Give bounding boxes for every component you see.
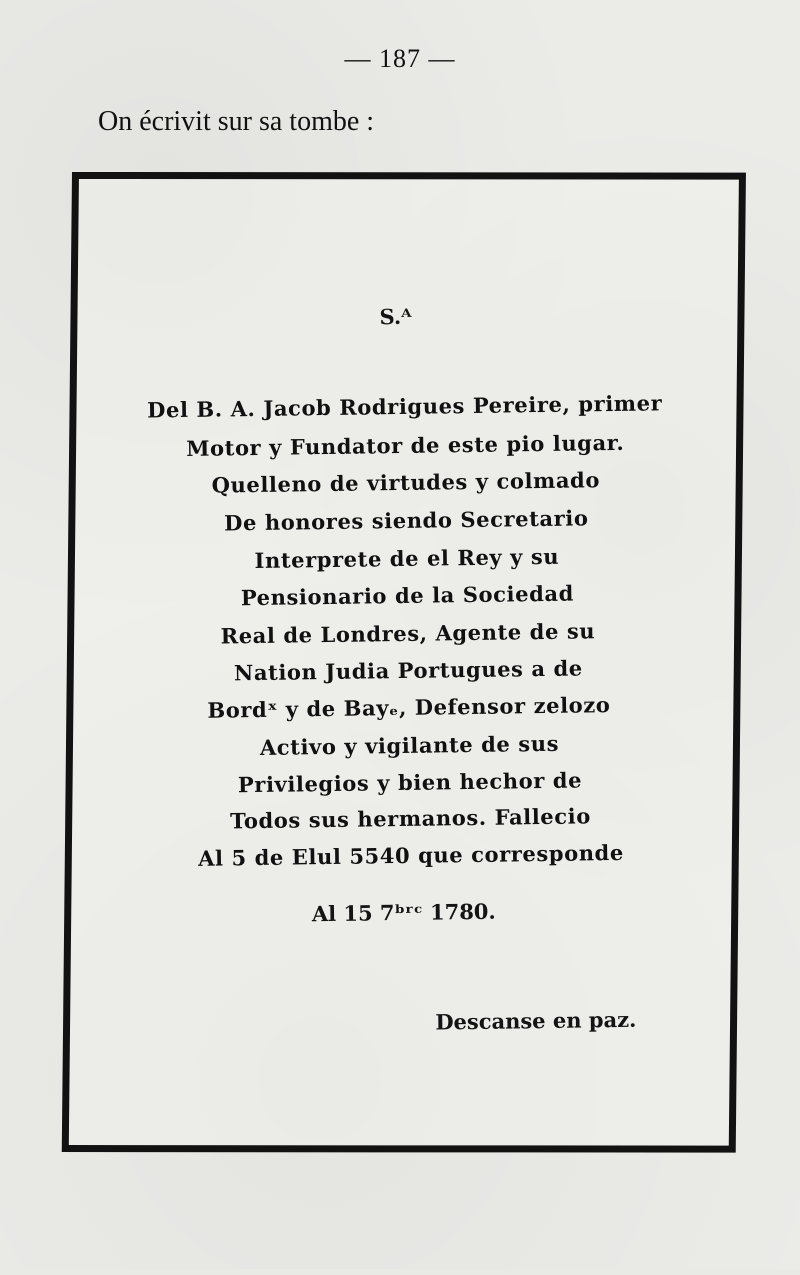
epitaph-line-11: Privilegios y bien hechor de [237,767,583,798]
epitaph-date: Al 15 7ᵇʳᶜ 1780. [311,898,496,927]
epitaph-line-4: De honores siendo Secretario [224,505,589,536]
epitaph-closing: Descanse en paz. [435,1006,637,1035]
epitaph-line-10: Activo y vigilante de sus [259,730,560,760]
epitaph-line-9: Bordˣ y de Bayₑ, Defensor zelozo [207,692,611,723]
epitaph-line-1: Del B. A. Jacob Rodrigues Pereire, primer [147,390,663,423]
page-number: — 187 — [344,44,456,73]
epitaph-line-8: Nation Judia Portugues a de [233,655,583,686]
epitaph-line-5: Interprete de el Rey y su [254,543,560,574]
epitaph-line-6: Pensionario de la Sociedad [240,580,575,611]
epitaph-line-13: Al 5 de Elul 5540 que corresponde [197,839,625,871]
epitaph-line-12: Todos sus hermanos. Fallecio [229,803,592,834]
epitaph-line-7: Real de Londres, Agente de su [220,618,596,649]
epitaph-line-2: Motor y Fundator de este pio lugar. [186,429,625,461]
epitaph-heading: S.ᴬ [379,303,412,330]
epitaph-line-3: Quelleno de virtudes y colmado [211,467,601,498]
intro-text: On écrivit sur sa tombe : [98,106,375,137]
